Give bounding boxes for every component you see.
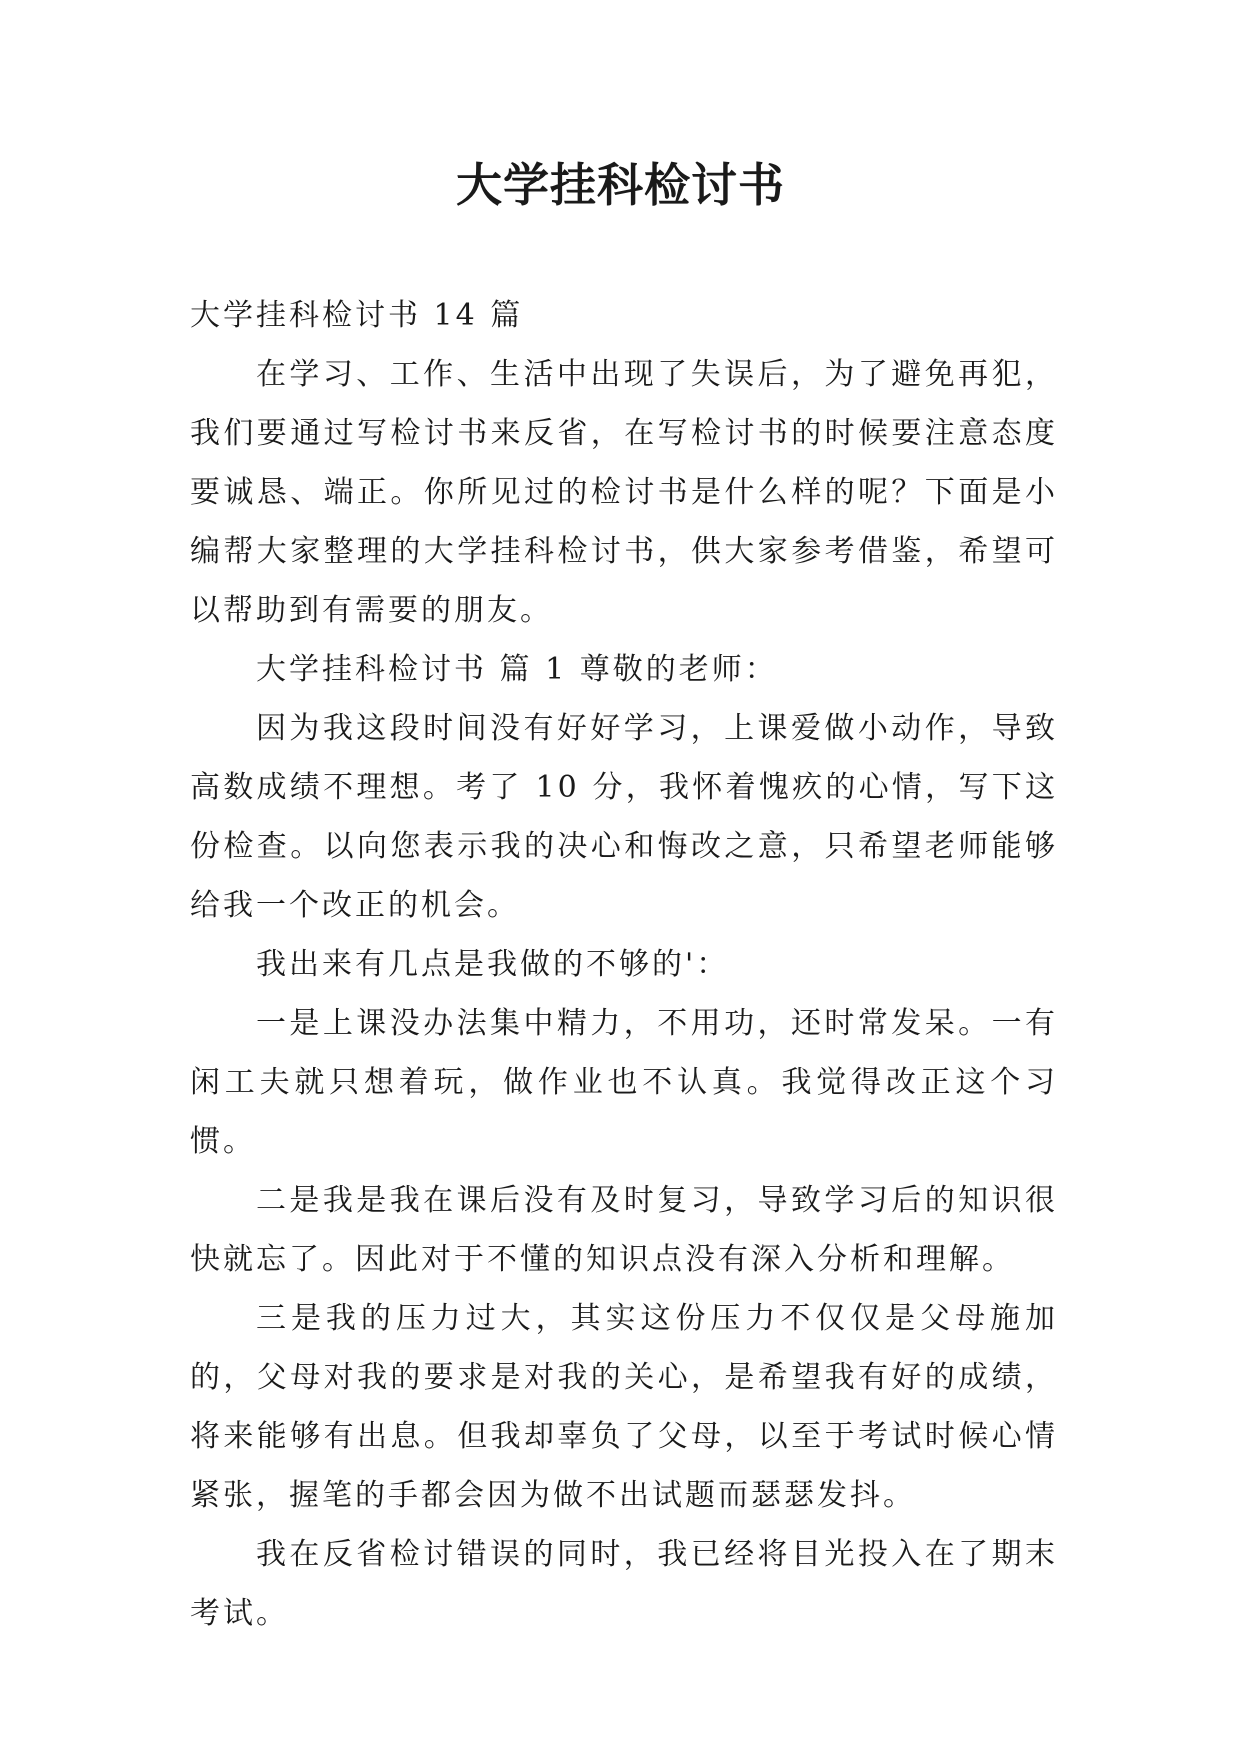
document-subtitle: 大学挂科检讨书 14 篇 (190, 298, 524, 333)
body-paragraph: 我出来有几点是我做的不够的'： (256, 947, 730, 982)
document-body (190, 286, 1058, 1643)
point-one-paragraph: 一是上课没办法集中精力，不用功，还时常发呆。一有闲工夫就只想着玩，做作业也不认真。我觉得改正这个习惯。 (190, 1006, 1058, 1159)
document-title: 大学挂科检讨书 (456, 158, 785, 212)
body-paragraph: 因为我这段时间没有好好学习，上课爱做小动作，导致高数成绩不理想。考了 10 分，我怀着愧疚的心情，写下这份检查。以向您表示我的决心和悔改之意，只希望老师能够给我一个改正的机会。 (190, 711, 1058, 923)
section-heading: 大学挂科检讨书 篇 1 尊敬的老师： (256, 652, 778, 687)
intro-paragraph: 在学习、工作、生活中出现了失误后，为了避免再犯，我们要通过写检讨书来反省，在写检讨书的时候要注意态度要诚恳、端正。你所见过的检讨书是什么样的呢？下面是小编帮大家整理的大学挂科检讨书，供大家参考借鉴，希望可以帮助到有需要的朋友。 (190, 357, 1058, 628)
point-two-paragraph: 二是我是我在课后没有及时复习，导致学习后的知识很快就忘了。因此对于不懂的知识点没有深入分析和理解。 (190, 1183, 1058, 1277)
point-three-paragraph: 三是我的压力过大，其实这份压力不仅仅是父母施加的，父母对我的要求是对我的关心，是希望我有好的成绩，将来能够有出息。但我却辜负了父母，以至于考试时候心情紧张，握笔的手都会因为做不出试题而瑟瑟发抖。 (190, 1301, 1058, 1513)
closing-paragraph: 我在反省检讨错误的同时，我已经将目光投入在了期末考试。 (190, 1537, 1058, 1631)
